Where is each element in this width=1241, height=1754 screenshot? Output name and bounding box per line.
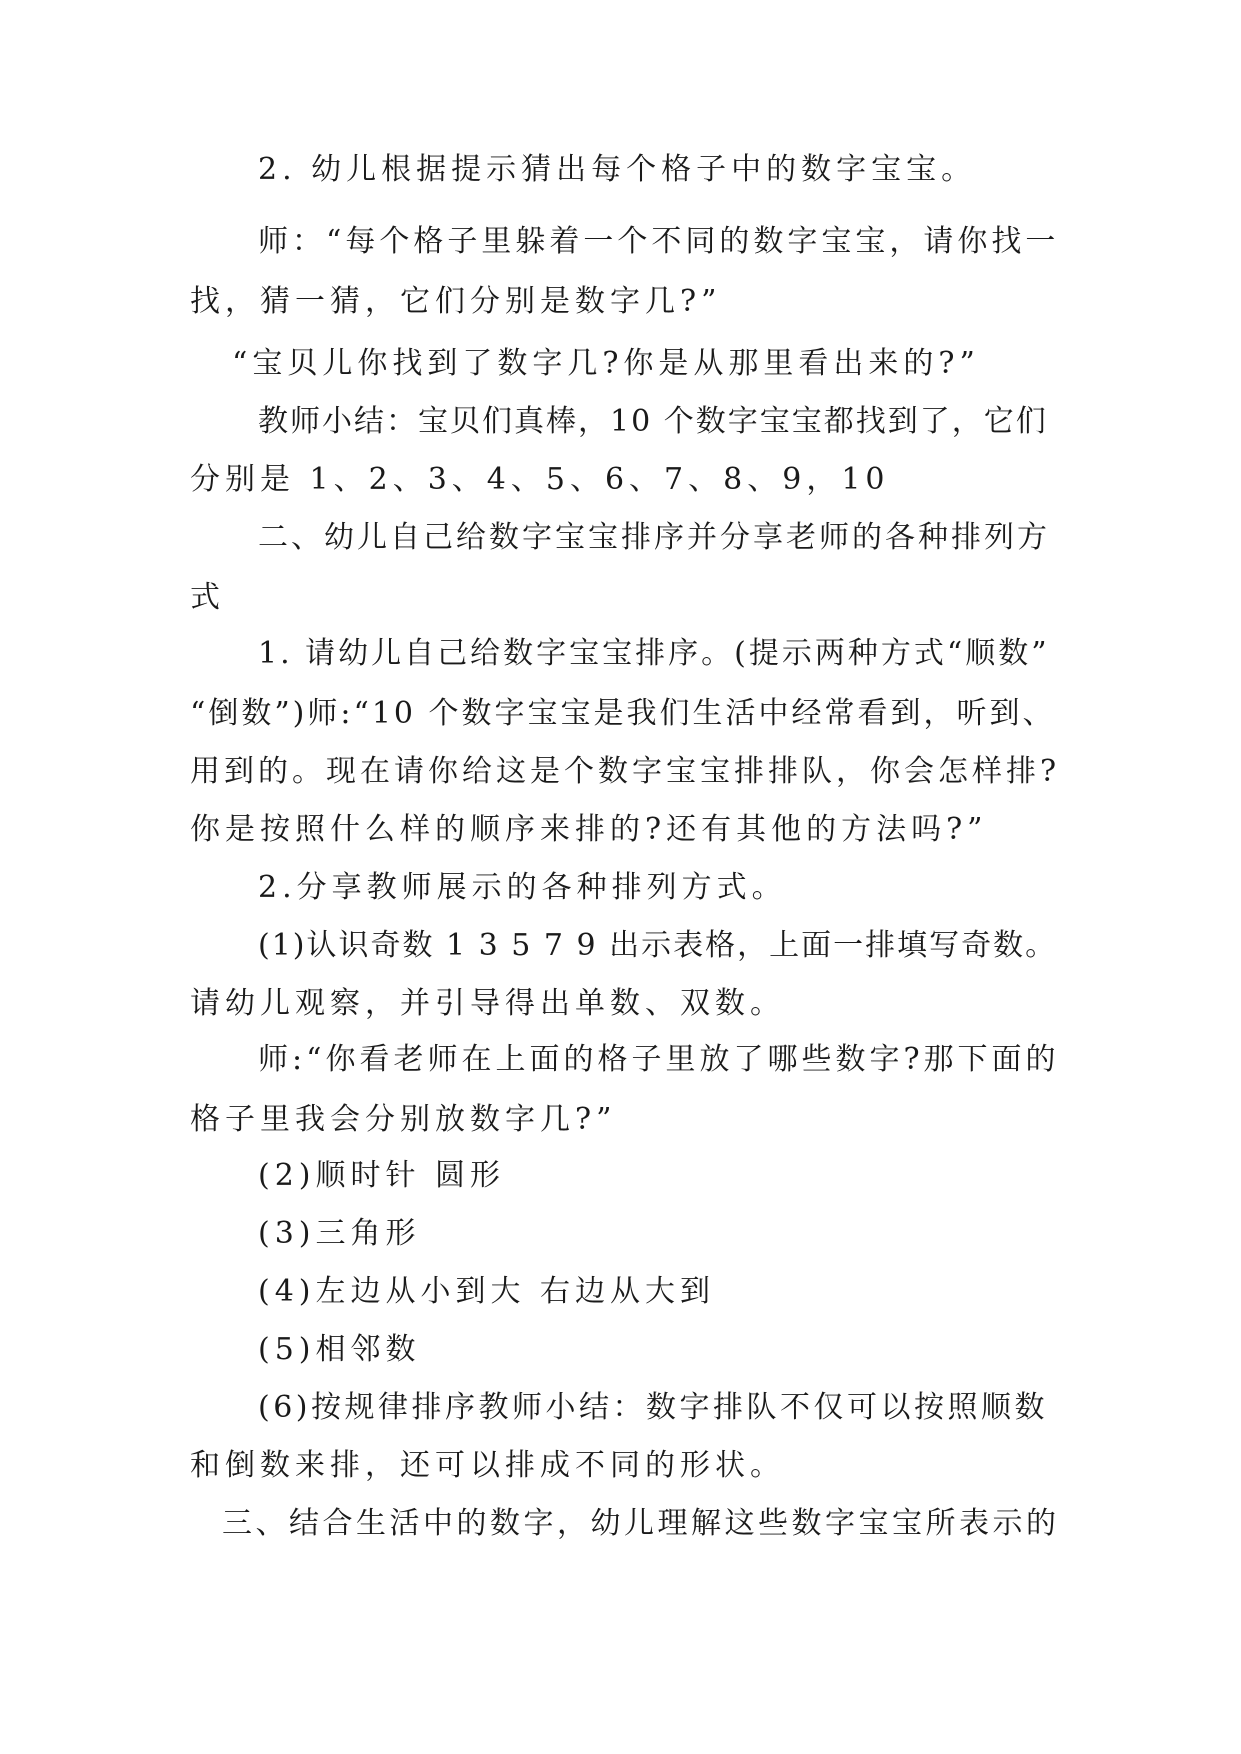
text-line: (6)按规律排序教师小结：数字排队不仅可以按照顺数 xyxy=(258,1390,1048,1425)
text-line: 分别是 1、2、3、4、5、6、7、8、9，10 xyxy=(190,462,890,497)
text-line: (5)相邻数 xyxy=(258,1332,421,1367)
text-line: 2. 幼儿根据提示猜出每个格子中的数字宝宝。 xyxy=(258,152,977,187)
text-line: (2)顺时针 圆形 xyxy=(258,1158,506,1193)
text-line: “倒数”)师:“10 个数字宝宝是我们生活中经常看到，听到、 xyxy=(190,696,1056,731)
text-line: “宝贝儿你找到了数字几?你是从那里看出来的?” xyxy=(232,346,980,381)
text-line: 师：“每个格子里躲着一个不同的数字宝宝，请你找一 xyxy=(258,224,1060,259)
text-line: 式 xyxy=(190,580,225,615)
text-line: 请幼儿观察，并引导得出单数、双数。 xyxy=(190,986,785,1021)
text-line: (3)三角形 xyxy=(258,1216,421,1251)
text-line: 格子里我会分别放数字几?” xyxy=(190,1102,617,1137)
text-line: 和倒数来排，还可以排成不同的形状。 xyxy=(190,1448,785,1483)
text-line: (4)左边从小到大 右边从大到 xyxy=(258,1274,716,1309)
text-line: 二、幼儿自己给数字宝宝排序并分享老师的各种排列方 xyxy=(258,520,1050,555)
text-line: 教师小结：宝贝们真棒，10 个数字宝宝都找到了，它们 xyxy=(258,404,1048,439)
text-line: 找，猜一猜，它们分别是数字几?” xyxy=(190,284,722,319)
text-line: 用到的。现在请你给这是个数字宝宝排排队，你会怎样排? xyxy=(190,754,1061,789)
text-line: 1. 请幼儿自己给数字宝宝排序。(提示两种方式“顺数” xyxy=(258,636,1050,671)
text-line: 2.分享教师展示的各种排列方式。 xyxy=(258,870,787,905)
text-line: 三、结合生活中的数字，幼儿理解这些数字宝宝所表示的 xyxy=(222,1506,1060,1541)
text-line: 师:“你看老师在上面的格子里放了哪些数字?那下面的 xyxy=(258,1042,1060,1077)
text-line: 你是按照什么样的顺序来排的?还有其他的方法吗?” xyxy=(190,812,988,847)
text-line: (1)认识奇数 1 3 5 7 9 出示表格，上面一排填写奇数。 xyxy=(258,928,1058,963)
